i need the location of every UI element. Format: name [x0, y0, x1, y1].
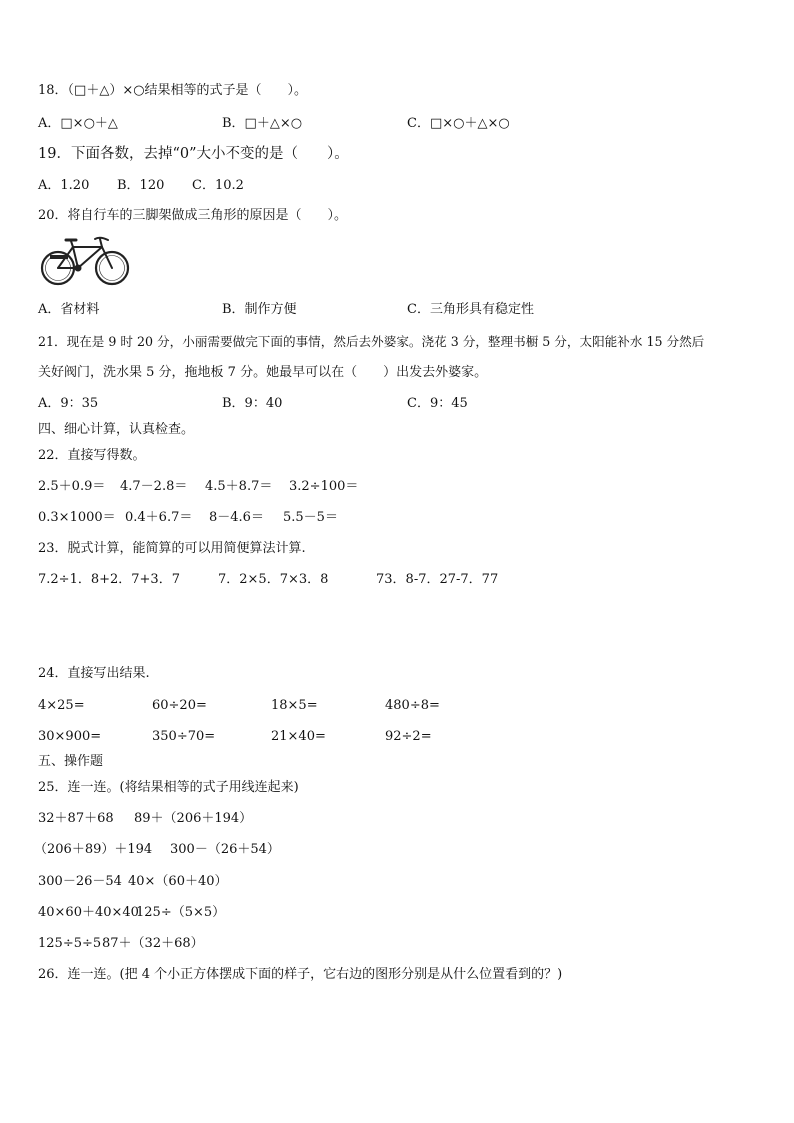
q25-stem: 25．连一连。(将结果相等的式子用线连起来)	[38, 780, 299, 795]
q19-option-c: C．10.2	[192, 178, 244, 193]
q24-item: 21×40=	[271, 729, 326, 744]
q25-right-expr: 125÷（5×5）	[136, 905, 226, 920]
q24-item: 480÷8=	[385, 698, 440, 713]
q22-item: 0.4＋6.7＝	[125, 510, 193, 525]
section-4-heading: 四、细心计算，认真检查。	[38, 422, 195, 437]
q25-left-expr: 300－26－54	[38, 874, 122, 889]
section-5-heading: 五、操作题	[38, 754, 104, 769]
q22-item: 2.5＋0.9＝	[38, 479, 106, 494]
q22-item: 3.2÷100＝	[289, 479, 359, 494]
q24-stem: 24．直接写出结果.	[38, 666, 150, 681]
q21-option-a: A．9：35	[38, 396, 99, 411]
q24-item: 92÷2=	[385, 729, 432, 744]
q18-option-c: C．□×○＋△×○	[407, 116, 510, 131]
q25-left-expr: 125÷5÷5	[38, 936, 102, 951]
q24-item: 30×900=	[38, 729, 102, 744]
q20-option-a: A．省材料	[38, 302, 100, 317]
q20-option-c: C．三角形具有稳定性	[407, 302, 534, 317]
q23-stem: 23．脱式计算，能简算的可以用简便算法计算.	[38, 541, 306, 556]
q21-option-b: B．9：40	[222, 396, 283, 411]
q25-right-expr: 40×（60＋40）	[128, 874, 228, 889]
q22-item: 4.5＋8.7＝	[205, 479, 273, 494]
q24-item: 350÷70=	[152, 729, 216, 744]
q23-item: 7.2÷1．8+2．7+3．7	[38, 572, 180, 587]
q25-right-expr: 300－（26＋54）	[170, 842, 280, 857]
q25-left-expr: （206＋89）＋194	[34, 842, 153, 857]
q18-stem: 18．（□＋△）×○结果相等的式子是（ ）。	[38, 83, 308, 98]
q25-right-expr: 87＋（32＋68）	[102, 936, 204, 951]
q25-left-expr: 32＋87＋68	[38, 811, 114, 826]
q21-line1: 21．现在是 9 时 20 分，小丽需要做完下面的事情，然后去外婆家。浇花 3 分，整理书橱 5 分，太阳能补水 15 分然后	[38, 334, 705, 349]
q22-item: 4.7－2.8＝	[120, 479, 188, 494]
q20-option-b: B．制作方便	[222, 302, 297, 317]
q25-left-expr: 40×60＋40×40	[38, 905, 139, 920]
q22-item: 5.5－5＝	[283, 510, 338, 525]
q22-item: 8－4.6＝	[209, 510, 264, 525]
q21-option-c: C．9：45	[407, 396, 468, 411]
q23-item: 73．8-7．27-7．77	[376, 572, 499, 587]
q24-item: 18×5=	[271, 698, 318, 713]
q19-option-b: B．120	[117, 178, 165, 193]
q19-option-a: A．1.20	[38, 178, 90, 193]
q26-stem: 26．连一连。(把 4 个小正方体摆成下面的样子，它右边的图形分别是从什么位置看到的？)	[38, 967, 563, 982]
q25-right-expr: 89＋（206＋194）	[134, 811, 253, 826]
q22-item: 0.3×1000＝	[38, 510, 116, 525]
q23-item: 7．2×5．7×3．8	[218, 572, 329, 587]
q21-line2: 关好阀门，洗水果 5 分，拖地板 7 分。她最早可以在（ ）出发去外婆家。	[38, 365, 488, 380]
q19-stem: 19．下面各数，去掉“0”大小不变的是（ ）。	[38, 146, 349, 162]
bicycle-image	[40, 233, 132, 289]
q22-stem: 22．直接写得数。	[38, 448, 146, 463]
q24-item: 4×25=	[38, 698, 85, 713]
q18-option-a: A．□×○＋△	[38, 116, 118, 131]
q20-stem: 20．将自行车的三脚架做成三角形的原因是（ ）。	[38, 208, 348, 223]
q18-option-b: B．□＋△×○	[222, 116, 303, 131]
q24-item: 60÷20=	[152, 698, 207, 713]
